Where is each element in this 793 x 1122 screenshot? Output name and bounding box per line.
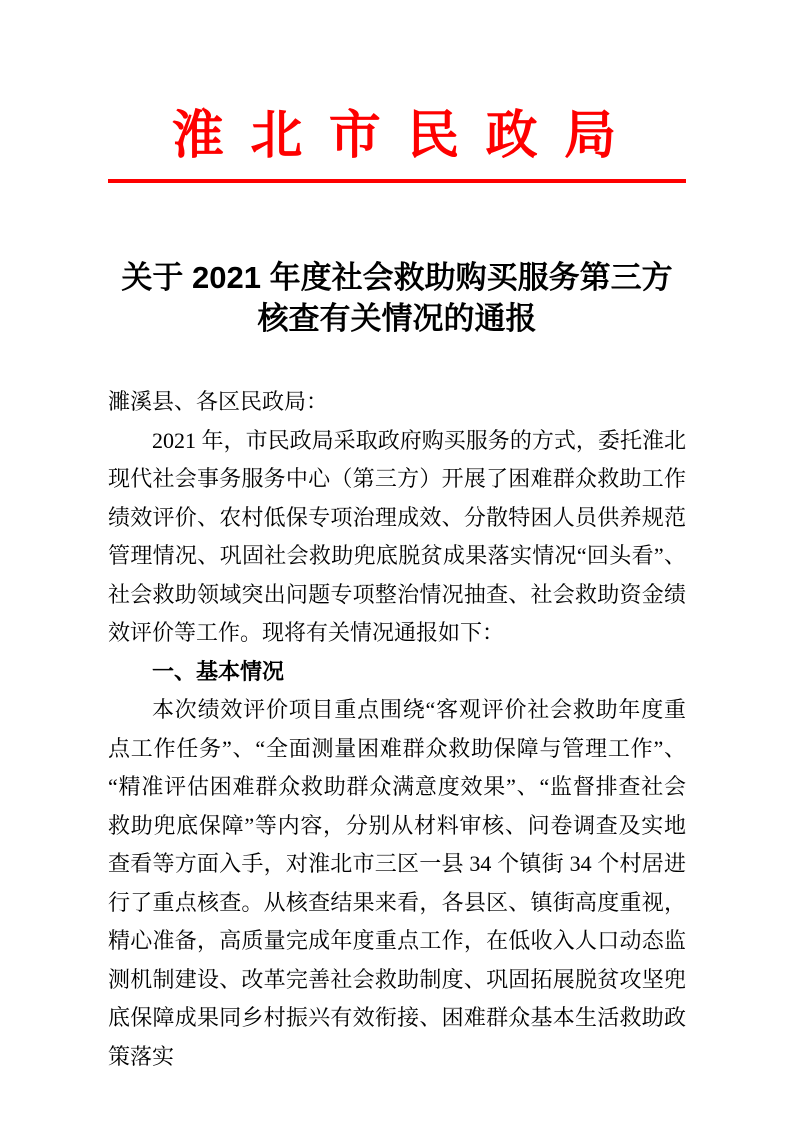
document-body	[108, 383, 686, 1076]
document-title-line1: 关于 2021 年度社会救助购买服务第三方	[121, 260, 673, 295]
paragraph-intro: 2021 年，市民政局采取政府购买服务的方式，委托淮北现代社会事务服务中心（第三方）开展了困难群众救助工作绩效评价、农村低保专项治理成效、分散特困人员供养规范管理情况、巩固社会救助兜底脱贫成果落实情况“回头看”、社会救助领域突出问题专项整治情况抽查、社会救助资金绩效评价等工作。现将有关情况通报如下：	[108, 427, 686, 645]
letterhead-divider	[108, 179, 686, 183]
section-heading-basic-situation: 一、基本情况	[152, 658, 285, 684]
salutation: 濉溪县、各区民政局：	[108, 389, 329, 414]
document-title-line2: 核查有关情况的通报	[257, 301, 537, 336]
paragraph-basic-situation: 本次绩效评价项目重点围绕“客观评价社会救助年度重点工作任务”、“全面测量困难群众救助保障与管理工作”、“精准评估困难群众救助群众满意度效果”、“监督排查社会救助兜底保障”等内容，分别从材料审核、问卷调查及实地查看等方面入手，对淮北市三区一县 34 个镇街 34 个村居进行了重点核查。从核查结果来看，各县区、镇街高度重视，精心准备，高质量完成年度重点工作，在低收入人口动态监测机制建设、改革完善社会救助制度、巩固拓展脱贫攻坚兜底保障成果同乡村振兴有效衔接、困难群众基本生活救助政策落实	[108, 697, 686, 1069]
org-name: 淮 北 市 民 政 局	[171, 107, 623, 165]
letterhead	[108, 0, 686, 183]
document-title	[108, 257, 686, 339]
